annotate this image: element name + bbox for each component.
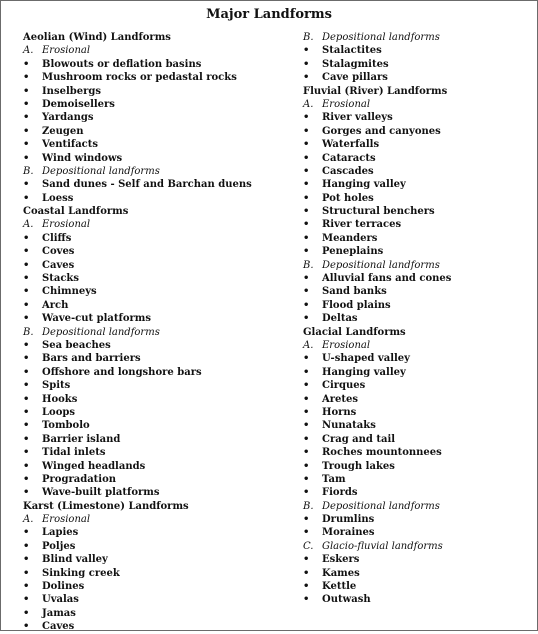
bullet-icon: • <box>303 313 310 325</box>
list-item-text: Drumlins <box>322 514 375 526</box>
bullet-icon: • <box>23 273 30 285</box>
list-item-text: Deltas <box>322 313 358 325</box>
list-item-text: Yardangs <box>42 112 94 124</box>
bullet-icon: • <box>23 621 30 633</box>
list-item-text: Aretes <box>322 393 359 405</box>
list-item-text: Jamas <box>42 607 76 619</box>
list-item-text: U-shaped valley <box>322 353 410 365</box>
list-item-text: Cirques <box>322 380 366 392</box>
list-item <box>303 71 535 84</box>
bullet-icon: • <box>23 58 30 70</box>
list-item-text: Wind windows <box>42 152 123 164</box>
list-item <box>303 232 535 245</box>
subsection-title: Erosional <box>322 339 371 351</box>
bullet-icon: • <box>303 192 310 204</box>
list-item <box>303 593 535 606</box>
bullet-icon: • <box>303 406 310 418</box>
list-item-text: River valleys <box>322 112 393 124</box>
subsection-title: Depositional landforms <box>42 165 160 177</box>
subsection-label <box>23 513 293 526</box>
list-item-text: Caves <box>42 259 75 271</box>
bullet-icon: • <box>303 45 310 57</box>
bullet-icon: • <box>23 393 30 405</box>
section-heading: Aeolian (Wind) Landforms <box>23 32 171 43</box>
subsection-letter: B. <box>23 165 34 177</box>
bullet-icon: • <box>303 165 310 177</box>
bullet-icon: • <box>303 353 310 365</box>
list-item-text: Tombolo <box>42 420 90 432</box>
subsection-label <box>303 540 535 553</box>
list-item <box>303 192 535 205</box>
subsection-label <box>303 31 535 44</box>
subsection-letter: B. <box>23 326 34 338</box>
bullet-icon: • <box>303 527 310 539</box>
bullet-icon: • <box>303 299 310 311</box>
list-item-text: Uvalas <box>42 594 79 606</box>
list-item-text: Cataracts <box>322 152 376 164</box>
list-item <box>303 138 535 151</box>
list-item <box>303 553 535 566</box>
list-item <box>303 379 535 392</box>
list-item <box>303 473 535 486</box>
list-item <box>23 192 293 205</box>
bullet-icon: • <box>23 286 30 298</box>
list-item-text: Kames <box>322 567 360 579</box>
list-item <box>23 593 293 606</box>
list-item-text: Sea beaches <box>42 339 111 351</box>
list-item-text: Barrier island <box>42 433 121 445</box>
list-item <box>303 486 535 499</box>
list-item <box>303 312 535 325</box>
bullet-icon: • <box>303 286 310 298</box>
list-item <box>303 125 535 138</box>
subsection-title: Depositional landforms <box>322 259 440 271</box>
bullet-icon: • <box>23 246 30 258</box>
list-item <box>303 446 535 459</box>
bullet-icon: • <box>23 594 30 606</box>
bullet-icon: • <box>303 179 310 191</box>
list-item-text: Roches mountonnees <box>322 447 442 459</box>
list-item-text: Wave-built platforms <box>42 487 160 499</box>
list-item <box>23 58 293 71</box>
list-item <box>23 366 293 379</box>
list-item-text: Hanging valley <box>322 366 406 378</box>
list-item-text: Stacks <box>42 273 79 285</box>
list-item-text: Flood plains <box>322 299 391 311</box>
list-item <box>23 486 293 499</box>
list-item-text: Dolines <box>42 581 85 593</box>
bullet-icon: • <box>23 192 30 204</box>
bullet-icon: • <box>23 72 30 84</box>
list-item <box>303 366 535 379</box>
list-item <box>23 433 293 446</box>
subsection-letter: A. <box>303 339 314 351</box>
bullet-icon: • <box>23 366 30 378</box>
subsection-label <box>303 259 535 272</box>
bullet-icon: • <box>23 152 30 164</box>
subsection-label <box>303 98 535 111</box>
list-item <box>303 165 535 178</box>
list-item <box>23 111 293 124</box>
subsection-title: Erosional <box>42 514 91 526</box>
list-item-text: Offshore and longshore bars <box>42 366 202 378</box>
bullet-icon: • <box>303 514 310 526</box>
subsection-title: Erosional <box>42 45 91 57</box>
list-item-text: Nunataks <box>322 420 376 432</box>
bullet-icon: • <box>23 232 30 244</box>
bullet-icon: • <box>303 380 310 392</box>
list-item-text: Waterfalls <box>322 139 380 151</box>
list-item-text: Moraines <box>322 527 375 539</box>
subsection-label <box>303 339 535 352</box>
list-item <box>23 299 293 312</box>
section-heading: Coastal Landforms <box>23 206 129 218</box>
list-item <box>303 580 535 593</box>
list-item <box>23 98 293 111</box>
list-item <box>303 460 535 473</box>
list-item <box>303 513 535 526</box>
list-item <box>303 393 535 406</box>
list-item-text: Eskers <box>322 554 360 566</box>
bullet-icon: • <box>303 447 310 459</box>
list-item <box>23 138 293 151</box>
bullet-icon: • <box>23 540 30 552</box>
bullet-icon: • <box>23 179 30 191</box>
bullet-icon: • <box>303 460 310 472</box>
list-item <box>303 433 535 446</box>
list-item-text: Tidal inlets <box>42 447 106 459</box>
list-item <box>23 419 293 432</box>
bullet-icon: • <box>23 607 30 619</box>
list-item-text: Blind valley <box>42 554 108 566</box>
list-item <box>303 419 535 432</box>
list-item-text: Alluvial fans and cones <box>322 273 452 285</box>
bullet-icon: • <box>303 219 310 231</box>
list-item-text: Chimneys <box>42 286 97 298</box>
list-item <box>23 473 293 486</box>
list-item <box>23 152 293 165</box>
list-item-text: Hanging valley <box>322 179 406 191</box>
list-item-text: Mushroom rocks or pedastal rocks <box>42 72 237 84</box>
subsection-title: Erosional <box>42 219 91 231</box>
bullet-icon: • <box>303 594 310 606</box>
list-item-text: Bars and barriers <box>42 353 141 365</box>
bullet-icon: • <box>23 460 30 472</box>
list-item <box>303 272 535 285</box>
list-item-text: Hooks <box>42 393 78 405</box>
bullet-icon: • <box>23 98 30 110</box>
bullet-icon: • <box>23 339 30 351</box>
bullet-icon: • <box>303 246 310 258</box>
subsection-letter: B. <box>303 500 314 512</box>
list-item <box>23 178 293 191</box>
list-item <box>23 125 293 138</box>
bullet-icon: • <box>23 554 30 566</box>
subsection-label <box>23 326 293 339</box>
list-item-text: Wave-cut platforms <box>42 313 151 325</box>
section-heading: Glacial Landforms <box>303 326 406 338</box>
list-item <box>303 352 535 365</box>
bullet-icon: • <box>303 554 310 566</box>
list-item-text: Poljes <box>42 540 76 552</box>
bullet-icon: • <box>303 393 310 405</box>
bullet-icon: • <box>23 85 30 97</box>
list-item <box>23 393 293 406</box>
list-item-text: Loops <box>42 406 75 418</box>
bullet-icon: • <box>23 353 30 365</box>
list-item-text: Winged headlands <box>42 460 146 472</box>
bullet-icon: • <box>303 473 310 485</box>
bullet-icon: • <box>303 72 310 84</box>
bullet-icon: • <box>23 125 30 137</box>
list-item-text: Structural benchers <box>322 206 435 218</box>
subsection-title: Depositional landforms <box>322 32 440 43</box>
list-item <box>23 567 293 580</box>
bullet-icon: • <box>303 232 310 244</box>
subsection-letter: B. <box>303 32 314 43</box>
subsection-label <box>23 44 293 57</box>
list-item-text: Ventifacts <box>42 139 99 151</box>
bullet-icon: • <box>23 581 30 593</box>
list-item-text: Crag and tail <box>322 433 396 445</box>
list-item-text: Arch <box>42 299 69 311</box>
bullet-icon: • <box>23 112 30 124</box>
list-item-text: Trough lakes <box>322 460 395 472</box>
list-item-text: Inselbergs <box>42 85 101 97</box>
list-item <box>23 85 293 98</box>
list-item-text: Stalactites <box>322 45 382 57</box>
section-heading: Fluvial (River) Landforms <box>303 85 448 97</box>
subsection-title: Depositional landforms <box>42 326 160 338</box>
list-item-text: Sand banks <box>322 286 387 298</box>
bullet-icon: • <box>303 152 310 164</box>
bullet-icon: • <box>303 206 310 218</box>
document-title: Major Landforms <box>206 7 332 22</box>
bullet-icon: • <box>23 473 30 485</box>
list-item-text: Spits <box>42 380 71 392</box>
list-item-text: Demoisellers <box>42 98 115 110</box>
bullet-icon: • <box>23 139 30 151</box>
list-item <box>303 567 535 580</box>
list-item-text: Stalagmites <box>322 58 389 70</box>
list-item-text: Fiords <box>322 487 358 499</box>
bullet-icon: • <box>303 58 310 70</box>
list-item <box>23 446 293 459</box>
list-item <box>23 540 293 553</box>
list-item <box>23 285 293 298</box>
bullet-icon: • <box>23 433 30 445</box>
list-item-text: Progradation <box>42 473 117 485</box>
section-heading: Karst (Limestone) Landforms <box>23 500 189 512</box>
bullet-icon: • <box>303 112 310 124</box>
list-item <box>303 58 535 71</box>
subsection-letter: B. <box>303 259 314 271</box>
list-item <box>23 379 293 392</box>
list-item <box>23 553 293 566</box>
bullet-icon: • <box>303 567 310 579</box>
bullet-icon: • <box>303 273 310 285</box>
list-item <box>303 178 535 191</box>
list-item <box>23 607 293 620</box>
bullet-icon: • <box>23 447 30 459</box>
list-item <box>23 71 293 84</box>
subsection-label <box>23 165 293 178</box>
list-item-text: Pot holes <box>322 192 374 204</box>
right-column <box>303 31 535 607</box>
list-item-text: Horns <box>322 406 357 418</box>
list-item <box>23 259 293 272</box>
list-item <box>23 272 293 285</box>
bullet-icon: • <box>23 259 30 271</box>
subsection-label <box>23 218 293 231</box>
list-item-text: Tam <box>322 473 346 485</box>
list-item-text: Outwash <box>322 594 371 606</box>
list-item <box>23 245 293 258</box>
subsection-label <box>303 500 535 513</box>
list-item <box>303 285 535 298</box>
list-item <box>303 406 535 419</box>
list-item-text: Loess <box>42 192 74 204</box>
list-item-text: Sand dunes - Self and Barchan duens <box>42 179 252 191</box>
list-item-text: Cascades <box>322 165 374 177</box>
list-item-text: Kettle <box>322 581 357 593</box>
subsection-title: Depositional landforms <box>322 500 440 512</box>
list-item-text: Coves <box>42 246 75 258</box>
bullet-icon: • <box>23 487 30 499</box>
bullet-icon: • <box>303 366 310 378</box>
bullet-icon: • <box>23 313 30 325</box>
bullet-icon: • <box>23 567 30 579</box>
subsection-letter: A. <box>303 98 314 110</box>
list-item-text: River terraces <box>322 219 402 231</box>
list-item <box>303 44 535 57</box>
list-item <box>23 352 293 365</box>
list-item <box>23 580 293 593</box>
subsection-letter: A. <box>23 219 34 231</box>
list-item <box>23 406 293 419</box>
list-item <box>23 620 293 633</box>
subsection-letter: A. <box>23 45 34 57</box>
list-item <box>23 232 293 245</box>
list-item <box>303 245 535 258</box>
list-item <box>303 152 535 165</box>
bullet-icon: • <box>303 139 310 151</box>
bullet-icon: • <box>23 406 30 418</box>
list-item <box>303 299 535 312</box>
bullet-icon: • <box>23 527 30 539</box>
list-item <box>23 339 293 352</box>
list-item-text: Gorges and canyones <box>322 125 441 137</box>
list-item-text: Zeugen <box>42 125 84 137</box>
subsection-title: Glacio-fluvial landforms <box>322 540 443 552</box>
list-item-text: Caves <box>42 621 75 633</box>
list-item <box>303 218 535 231</box>
bullet-icon: • <box>23 420 30 432</box>
list-item-text: Cliffs <box>42 232 72 244</box>
list-item <box>303 526 535 539</box>
left-column <box>23 31 293 634</box>
list-item-text: Blowouts or deflation basins <box>42 58 202 70</box>
bullet-icon: • <box>303 487 310 499</box>
subsection-letter: C. <box>303 540 314 552</box>
list-item-text: Sinking creek <box>42 567 120 579</box>
bullet-icon: • <box>303 433 310 445</box>
bullet-icon: • <box>303 420 310 432</box>
list-item <box>23 460 293 473</box>
list-item-text: Meanders <box>322 232 378 244</box>
subsection-letter: A. <box>23 514 34 526</box>
bullet-icon: • <box>303 125 310 137</box>
list-item-text: Lapies <box>42 527 79 539</box>
list-item <box>23 312 293 325</box>
list-item <box>303 205 535 218</box>
list-item-text: Cave pillars <box>322 72 388 84</box>
list-item <box>23 526 293 539</box>
bullet-icon: • <box>303 581 310 593</box>
list-item <box>303 111 535 124</box>
bullet-icon: • <box>23 299 30 311</box>
subsection-title: Erosional <box>322 98 371 110</box>
list-item-text: Peneplains <box>322 246 384 258</box>
bullet-icon: • <box>23 380 30 392</box>
